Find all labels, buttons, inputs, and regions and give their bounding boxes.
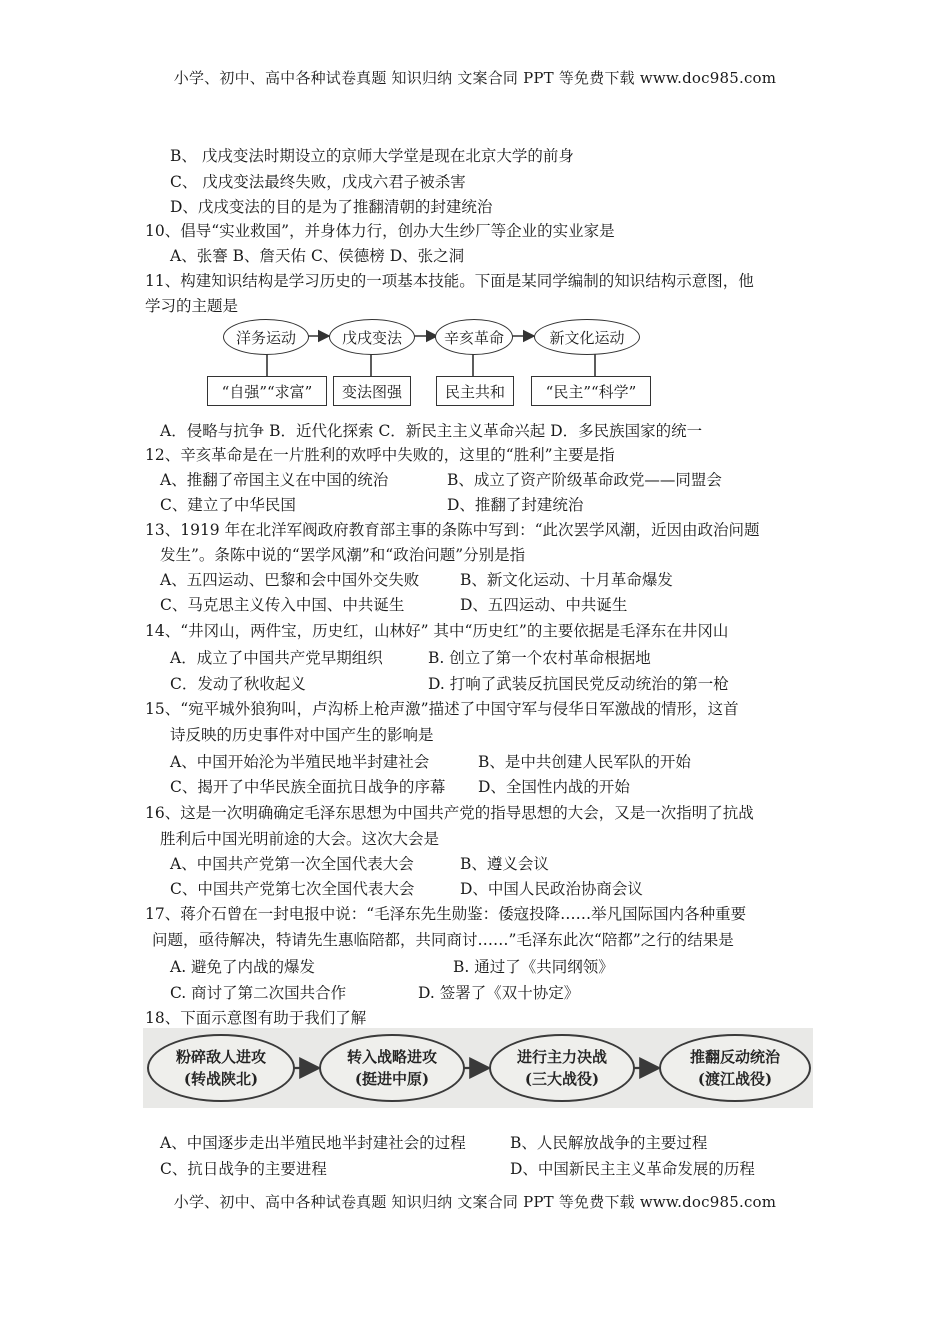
q15-option-d: D、全国性内战的开始	[478, 778, 630, 796]
q11-node-bottom-3: 民主共和	[436, 376, 514, 406]
q11-options: A．侵略与抗争 B．近代化探索 C．新民主主义革命兴起 D．多民族国家的统一	[160, 422, 703, 440]
q18-stem: 18、下面示意图有助于我们了解	[145, 1009, 367, 1027]
q18-node-2-main: 转入战略进攻	[346, 1048, 437, 1066]
q15-option-a: A、中国开始沦为半殖民地半封建社会	[170, 753, 430, 771]
q18-node-3-sub: (三大战役)	[524, 1070, 600, 1088]
q9-option-c: C、 戊戌变法最终失败，戊戌六君子被杀害	[170, 173, 466, 191]
q14-option-c: C．发动了秋收起义	[170, 675, 306, 693]
q18-option-a: A、中国逐步走出半殖民地半封建社会的过程	[160, 1134, 466, 1152]
q14-option-b: B. 创立了第一个农村革命根据地	[428, 649, 651, 667]
q12-stem: 12、辛亥革命是在一片胜利的欢呼中失败的，这里的“胜利”主要是指	[145, 446, 615, 464]
q17-stem-line1: 17、蒋介石曾在一封电报中说：“毛泽东先生勋鉴：倭寇投降……举凡国际国内各种重要	[145, 905, 747, 923]
q13-option-d: D、五四运动、中共诞生	[460, 596, 628, 614]
q18-node-3-main: 进行主力决战	[516, 1048, 607, 1066]
q13-option-a: A、五四运动、巴黎和会中国外交失败	[160, 571, 420, 589]
q15-stem-line2: 诗反映的历史事件对中国产生的影响是	[170, 726, 434, 744]
q11-node-top-3: 辛亥革命	[435, 319, 513, 355]
q12-option-c: C、建立了中华民国	[160, 496, 296, 514]
q17-option-b: B. 通过了《共同纲领》	[453, 958, 614, 976]
q10-options: A、张謇 B、詹天佑 C、侯德榜 D、张之洞	[170, 247, 465, 265]
q9-option-d: D、戊戌变法的目的是为了推翻清朝的封建统治	[170, 198, 493, 216]
page-footer: 小学、初中、高中各种试卷真题 知识归纳 文案合同 PPT 等免费下载 www.doc985.com	[173, 1193, 777, 1211]
q13-option-c: C、马克思主义传入中国、中共诞生	[160, 596, 405, 614]
q13-stem-line1: 13、1919 年在北洋军阀政府教育部主事的条陈中写到：“此次罢学风潮，近因由政治问题	[145, 521, 760, 539]
q15-option-b: B、是中共创建人民军队的开始	[478, 753, 691, 771]
q17-option-c: C. 商讨了第二次国共合作	[170, 984, 347, 1002]
q12-option-a: A、推翻了帝国主义在中国的统治	[160, 471, 389, 489]
q18-option-b: B、人民解放战争的主要过程	[510, 1134, 708, 1152]
q16-option-c: C、中国共产党第七次全国代表大会	[170, 880, 415, 898]
q14-option-d: D. 打响了武装反抗国民党反动统治的第一枪	[428, 675, 729, 693]
q11-node-top-4: 新文化运动	[534, 319, 640, 355]
q11-node-bottom-2: 变法图强	[333, 376, 411, 406]
q12-option-b: B、成立了资产阶级革命政党——同盟会	[447, 471, 722, 489]
q18-node-2	[319, 1034, 465, 1102]
q17-option-d: D. 签署了《双十协定》	[418, 984, 580, 1002]
q11-node-bottom-4: “民主”“科学”	[531, 376, 651, 406]
q11-node-bottom-1: “自强”“求富”	[207, 376, 327, 406]
page-header: 小学、初中、高中各种试卷真题 知识归纳 文案合同 PPT 等免费下载 www.doc985.com	[173, 69, 777, 87]
q13-option-b: B、新文化运动、十月革命爆发	[460, 571, 673, 589]
q16-stem-line2: 胜利后中国光明前途的大会。这次大会是	[160, 830, 440, 848]
q15-option-c: C、揭开了中华民族全面抗日战争的序幕	[170, 778, 446, 796]
q18-node-2-sub: (挺进中原)	[354, 1070, 430, 1088]
q18-node-4-sub: (渡江战役)	[697, 1070, 773, 1088]
q11-node-top-2: 戊戌变法	[329, 319, 415, 355]
q18-node-4-main: 推翻反动统治	[689, 1048, 780, 1066]
q18-option-d: D、中国新民主主义革命发展的历程	[510, 1160, 755, 1178]
q18-node-1	[147, 1034, 295, 1102]
q11-knowledge-diagram	[205, 318, 655, 408]
q18-node-4	[659, 1034, 811, 1102]
q18-node-1-sub: (转战陕北)	[183, 1070, 259, 1088]
q18-war-diagram	[143, 1028, 813, 1108]
q17-option-a: A. 避免了内战的爆发	[170, 958, 316, 976]
q14-stem: 14、“井冈山，两件宝，历史红，山林好” 其中“历史红”的主要依据是毛泽东在井冈山	[145, 622, 729, 640]
q10-stem: 10、倡导“实业救国”，并身体力行，创办大生纱厂等企业的实业家是	[145, 222, 615, 240]
q16-stem-line1: 16、这是一次明确确定毛泽东思想为中国共产党的指导思想的大会，又是一次指明了抗战	[145, 804, 754, 822]
q18-option-c: C、抗日战争的主要进程	[160, 1160, 327, 1178]
q14-option-a: A．成立了中国共产党早期组织	[170, 649, 383, 667]
q17-stem-line2: 问题，亟待解决，特请先生惠临陪都，共同商讨……”毛泽东此次“陪都”之行的结果是	[152, 931, 734, 949]
q12-option-d: D、推翻了封建统治	[447, 496, 584, 514]
q13-stem-line2: 发生”。条陈中说的“罢学风潮”和“政治问题”分别是指	[160, 546, 526, 564]
q11-stem-line1: 11、构建知识结构是学习历史的一项基本技能。下面是某同学编制的知识结构示意图，他	[145, 272, 754, 290]
q16-option-a: A、中国共产党第一次全国代表大会	[170, 855, 414, 873]
q9-option-b: B、 戊戌变法时期设立的京师大学堂是现在北京大学的前身	[170, 147, 574, 165]
q18-node-3	[489, 1034, 635, 1102]
q16-option-d: D、中国人民政治协商会议	[460, 880, 643, 898]
q15-stem-line1: 15、“宛平城外狼狗叫，卢沟桥上枪声激”描述了中国守军与侵华日军激战的情形，这首	[145, 700, 739, 718]
q11-stem-line2: 学习的主题是	[145, 297, 239, 315]
q18-node-1-main: 粉碎敌人进攻	[175, 1048, 266, 1066]
q11-node-top-1: 洋务运动	[223, 319, 309, 355]
q16-option-b: B、遵义会议	[460, 855, 549, 873]
